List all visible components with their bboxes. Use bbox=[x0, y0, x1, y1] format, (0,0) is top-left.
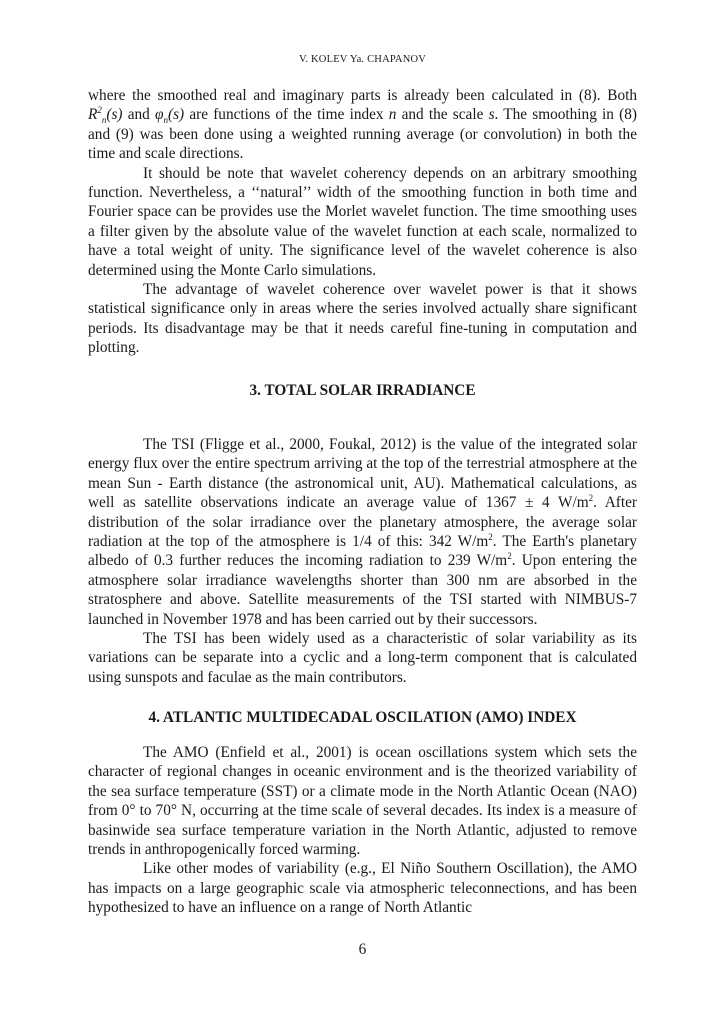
section-heading-tsi: 3. TOTAL SOLAR IRRADIANCE bbox=[249, 382, 476, 399]
math-phi: $\varphi_n(s)$ bbox=[155, 106, 185, 126]
amo-block bbox=[88, 743, 637, 918]
intro-block bbox=[88, 86, 637, 358]
paragraph-tsi-usage: The TSI has been widely used as a characteristic of solar variability as its variations can be separate into a cyclic and a long-term component that is calculated using sunspots and faculae as the main contributors. bbox=[88, 630, 637, 686]
tsi-block bbox=[88, 435, 637, 687]
math-R: $R^2_n(s)$ bbox=[88, 105, 123, 126]
running-head: V. KOLEV Ya. CHAPANOV bbox=[298, 54, 427, 65]
paragraph-advantage: The advantage of wavelet coherence over wavelet power is that it shows statistical significance only in areas where the series involved actually share significant periods. Its disadvantage may be that it needs careful fine-tuning in computation and plotting. bbox=[88, 281, 637, 357]
paragraph-tsi-definition: The TSI (Fligge et al., 2000, Foukal, 2012) is the value of the integrated solar energy flux over the entire spectrum arriving at the top of the terrestrial atmosphere at the mean Sun - Earth distance (the astronomical unit, AU). Mathematical calculations, as well as satellite observations indicate an average value of 1367 ± 4 $W/m^2$. After distribution of the solar irradiance over the planetary atmosphere, the average solar radiation at the top of the atmosphere is 1/4 of this: 342 $W/m^2$. The Earth's planetary albedo of 0.3 further reduces the incoming radiation to 239 $W/m^2$. Upon entering the atmosphere solar irradiance wavelengths shorter than 300 nm are absorbed in the stratosphere and above. Satellite measurements of the TSI started with NIMBUS-7 launched in November 1978 and has been carried out by their successors. bbox=[88, 436, 638, 628]
paragraph-amo-impacts: Like other modes of variability (e.g., El Niño Southern Oscillation), the AMO has impacts on a large geographic scale via atmospheric teleconnections, and has been hypothesized to have an influence on a range of North Atlantic bbox=[88, 860, 637, 917]
paragraph-amo-definition: The AMO (Enfield et al., 2001) is ocean oscillations system which sets the character of regional changes in oceanic environment and is the theorized variability of the sea surface temperature (SST) or a climate mode in the North Atlantic Ocean (NAO) from 0° to 70° N, occurring at the time scale of several decades. Its index is a measure of basinwide sea surface temperature variation in the North Atlantic, adjusted to remove trends in anthropogenically forced warming. bbox=[88, 744, 637, 859]
page-number: 6 bbox=[358, 941, 367, 958]
paragraph-smoothing: where the smoothed real and imaginary parts is already been calculated in (8). Both $R^2_n(s)$ and $\varphi_n(s)$ are functions of the time index n and the scale s. The smoothing in (8) and (9) was been done using a weighted running average (or convolution) in both the time and scale directions. bbox=[88, 87, 637, 163]
paragraph-coherency: It should be note that wavelet coherency depends on an arbitrary smoothing function. Nevertheless, a ‘‘natural’’ width of the smoothing function in both time and Fourier space can be provides use the Morlet wavelet function. The time smoothing uses a filter given by the absolute value of the wavelet function at each scale, normalized to have a total weight of unity. The significance level of the wavelet coherence is also determined using the Monte Carlo simulations. bbox=[88, 164, 637, 279]
section-heading-amo: 4. ATLANTIC MULTIDECADAL OSCILATION (AMO) INDEX bbox=[148, 709, 577, 726]
